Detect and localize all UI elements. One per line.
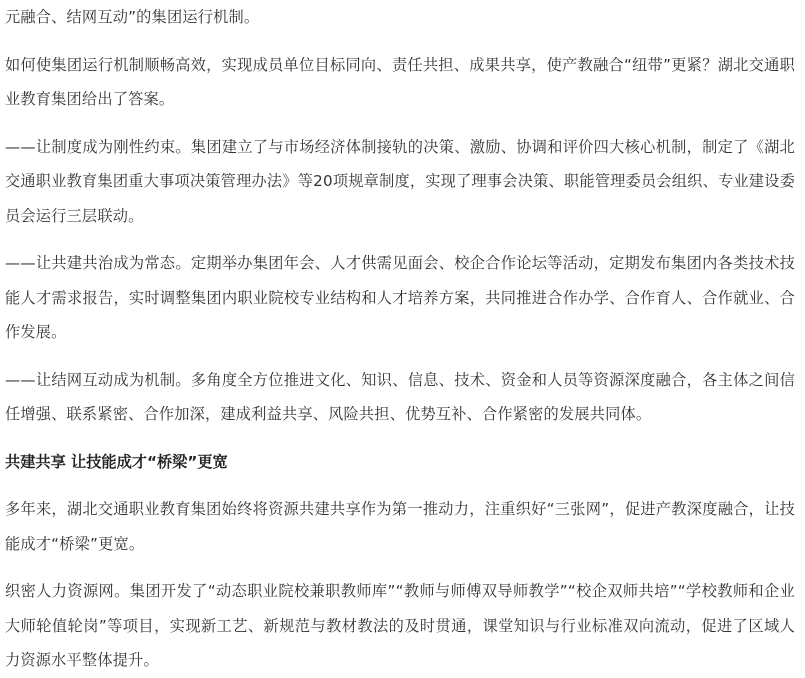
- paragraph-hr-network: 织密人力资源网。集团开发了“动态职业院校兼职教师库”“教师与师傅双导师教学”“校企双师共培”“学校教师和企业大师轮值轮岗”等项目，实现新工艺、新规范与教材教法的及时贯通，课堂知识与行业标准双向流动，促进了区域人力资源水平整体提升。: [5, 582, 795, 669]
- paragraph-gap: [5, 479, 795, 492]
- article-body: [5, 0, 795, 678]
- paragraph-co-governance: ——让共建共治成为常态。定期举办集团年会、人才供需见面会、校企合作论坛等活动，定期发布集团内各类技术技能人才需求报告，实时调整集团内职业院校专业结构和人才培养方案，共同推进合作办学、合作育人、合作就业、合作发展。: [5, 254, 795, 341]
- paragraph-resource-sharing: 多年来，湖北交通职业教育集团始终将资源共建共享作为第一推动力，注重织好“三张网”，促进产教深度融合，让技能成才“桥梁”更宽。: [5, 500, 795, 553]
- paragraph-gap: [5, 432, 795, 445]
- section-heading: 共建共享 让技能成才“桥梁”更宽: [5, 452, 228, 471]
- paragraph-intro-tail: 元融合、结网互动”的集团运行机制。: [5, 8, 260, 26]
- paragraph-network: ——让结网互动成为机制。多角度全方位推进文化、知识、信息、技术、资金和人员等资源深度融合，各主体之间信任增强、联系紧密、合作加深，建成利益共享、风险共担、优势互补、合作紧密的发展共同体。: [5, 370, 795, 423]
- paragraph-institution: ——让制度成为刚性约束。集团建立了与市场经济体制接轨的决策、激励、协调和评价四大核心机制，制定了《湖北交通职业教育集团重大事项决策管理办法》等20项规章制度，实现了理事会决策、职能管理委员会组织、专业建设委员会运行三层联动。: [5, 137, 795, 225]
- paragraph-question: 如何使集团运行机制顺畅高效，实现成员单位目标同向、责任共担、成果共享，使产教融合“纽带”更紧？湖北交通职业教育集团给出了答案。: [5, 55, 795, 108]
- paragraph-gap: [5, 350, 795, 363]
- paragraph-gap: [5, 561, 795, 574]
- paragraph-gap: [5, 35, 795, 48]
- paragraph-gap: [5, 233, 795, 246]
- paragraph-gap: [5, 117, 795, 130]
